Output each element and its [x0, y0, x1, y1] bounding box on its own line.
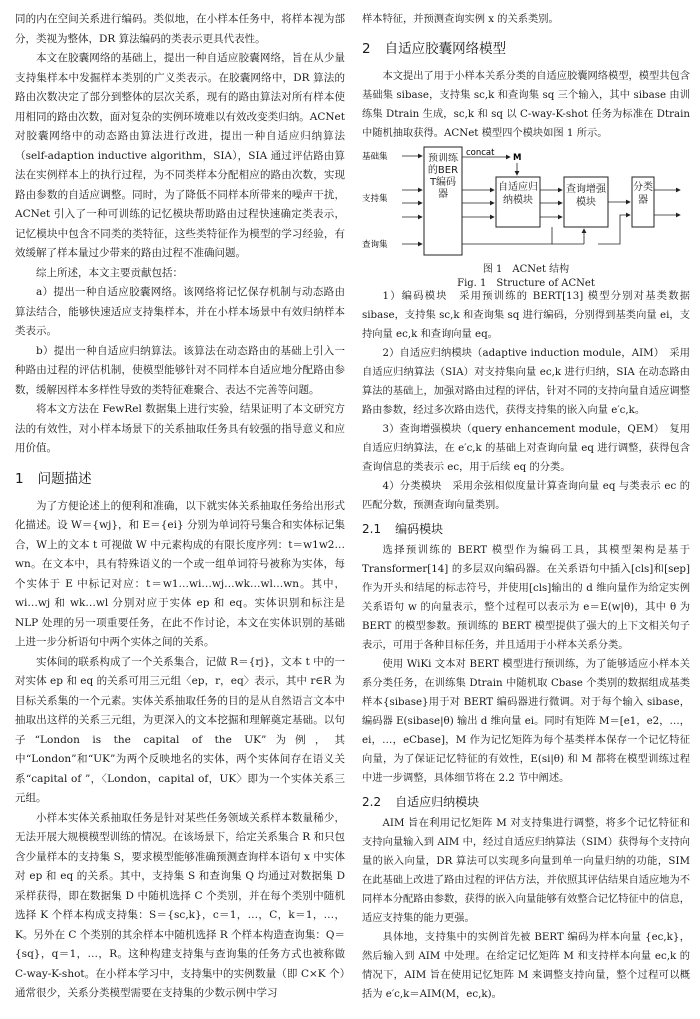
section-2-1-number: 2.1 [362, 522, 382, 536]
section-2-2-number: 2.2 [362, 795, 382, 809]
classifier-box-label: 分类器 [633, 182, 653, 206]
section-2-2-heading [362, 792, 690, 812]
contribution-b-paragraph: b）提出一种自适应归纳算法。该算法在动态路由的基础上引入一种路由过程的评估机制，使模型能够针对不同样本自适应地分配路由参数，缓解因样本多样性导致的类特征难聚合、表达不完善等问题。 [15, 344, 345, 396]
section-2-heading [362, 39, 690, 59]
figure-caption-cn: 图 1 ACNet 结构 [482, 264, 570, 275]
fewrel-paragraph: 将本文方法在 FewRel 数据集上进行实验，结果证明了本文研究方法的有效性，对小样本场景下的关系抽取任务具有较强的指导意义和应用价值。 [15, 403, 345, 454]
encoding-paragraph-1: 选择预训练的 BERT 模型作为编码工具，其模型架构是基于 Transformer[14] 的多层双向编码器。在关系语句中插入[cls]和[sep]作为开头和结尾的标志符号，并使用[cls]输出的 d 维向量作为给定实例关系语句 w 的向量表示，整个过程可以表示为 e＝E(w|θ)，其中 θ 为 BERT 的模型参数。预训练的 BERT 模型提供了强大的上下文相关句子表示，可用于各种目标任务，并且适用于小样本关系分类。 [362, 544, 690, 651]
intro-continuation-paragraph: 同的内在空间关系进行编码。类似地，在小样本任务中，将样本视为部分，类视为整体，DR 算法编码的类表示更具代表性。 [15, 13, 345, 45]
aim-output-arrows [540, 190, 562, 217]
acnet-figure [362, 145, 690, 287]
aim-paragraph-2: 具体地，支持集中的实例首先被 BERT 编码为样本向量 {ec,k}，然后输入到 AIM 中处理。在给定记忆矩阵 M 和支持样本向量 ec,k 的情况下，AIM 旨在使用记忆矩阵 M 来调整支持向量，整个过程可以概括为 e′c,k＝AIM(M，ec,k)。 [362, 931, 690, 1000]
fewshot-paragraph: 小样本实体关系抽取任务是针对某些任务领域关系样本数量稀少，无法开展大规模模型训练的情况。在该场景下，给定关系集合 R 和只包含少量样本的支持集 S，要求模型能够准确预测查询样本语句 x 中实体对 ep 和 eq 的关系。其中，支持集 S 和查询集 Q 均通过对数据集 D 采样获得，即在数据集 D 中随机选择 C 个类别，并在每个类别中随机选择 K 个样本构成支持集：S＝{sc,k}，c＝1，…，C，k＝1，…，K。另外在 C 个类别的其余样本中随机选择 R 个样本构造查询集：Q＝{sq}，q＝1，…，R。这种构建支持集与查询集的任务方式也被称做 C-way-K-shot。在小样本学习中，支持集中的实例数量（即 C×K 个）通常很少，关系分类模型需要在支持集的少数示例中学习 [15, 811, 345, 999]
base-set-label: 基础集 [362, 152, 388, 162]
figure-caption-en: Fig. 1 Structure of ACNet [457, 278, 595, 289]
problem-paragraph: 为了方便论述上的便利和准确，以下就实体关系抽取任务给出形式化描述。设 W＝{wj}，和 E＝{ei} 分别为单词符号集合和实体标记集合，W上的文本 t 可视做 W 中元素构成的有限长度序列：t＝w1w2…wn。在文本中，具有特殊语义的一个或一组单词符号被称为实体，每个实体于 E 中标记对应：t＝w1…wi…wj…wk…wl…wn。其中，wi…wj 和 wk…wl 分别对应于实体 ep 和 eq。实体识别和标注是 NLP 处理的另一项重要任务，在此不作讨论，本文在实体识别的基础上进一步分析语句中两个实体之间的关系。 [15, 499, 345, 648]
memory-matrix-label: M [513, 153, 522, 163]
encoder-arrows [462, 190, 494, 217]
section-2-1-title: 编码模块 [395, 522, 444, 536]
relations-paragraph: 实体间的联系构成了一个关系集合，记做 R＝{rj}，文本 t 中的一对实体 ep 和 eq 的关系可用三元组〈ep，r，eq〉表示，其中 r∈R 为目标关系集的一个元素。实体关系抽取任务的目的是从自然语言文本中抽取出这样的关系三元组，为更深入的文本挖掘和理解奠定基础。以句子“London is the capital of the UK”为例，其中“London”和“UK”为两个反映地名的实体，两个实体间存在语义关系“capital of ”，〈London，capital of，UK〉即为一个实体关系三元组。 [15, 655, 345, 804]
figure-caption [362, 263, 690, 291]
contribution-a-paragraph: a）提出一种自适应胶囊网络。该网络将记忆保存机制与动态路由算法结合，能够快速适应支持集样本，并在小样本场景中有效归纳样本类表示。 [15, 286, 345, 337]
classifier-output-arrows [654, 190, 680, 215]
section-1-heading [15, 469, 345, 489]
model-paragraph: 本文提出了用于小样本关系分类的自适应胶囊网络模型，模型共包含基础集 sibase，支持集 sc,k 和查询集 sq 三个输入，其中 sibase 由训练集 Dtrain 生成，sc,k 和 sq 以 C-way-K-shot 任务为标准在 Dtrain 中随机抽取获得。ACNet 模型四个模块如图 1 所示。 [362, 70, 691, 139]
bert-encoder-label: 预训练的BERT编码器 [427, 153, 459, 200]
acnet-diagram [362, 145, 690, 263]
module-4-paragraph: 4）分类模块 采用余弦相似度量计算查询向量 eq 与类表示 ec 的匹配分数，预测查询向量类别。 [362, 480, 690, 511]
section-1-number: 1 [15, 470, 24, 487]
qem-box-label: 查询增强模块 [566, 184, 606, 208]
section-2-number: 2 [362, 41, 371, 57]
concat-label: concat [466, 148, 495, 158]
left-column [15, 10, 345, 1004]
module-2-paragraph: 2）自适应归纳模块（adaptive induction module，AIM） 采用自适应归纳算法（SIA）对支持集向量 ec,k 进行归纳，SIA 在动态路由算法的基础上，加强对路由过程的评估，针对不同的支持向量自适应调整路由参数，经过多次路由迭代，获得支持集的嵌入向量 e′c,k。 [362, 347, 691, 416]
section-2-2-title: 自适应归纳模块 [395, 795, 480, 809]
support-set-label: 支持集 [362, 194, 388, 204]
aim-paragraph-1: AIM 旨在利用记忆矩阵 M 对支持集进行调整，将多个记忆特征和支持向量输入到 AIM 中，经过自适应归纳算法（SIM）获得每个支持向量的嵌入向量，DR 算法可以实现多向量到单一向量归纳的功能，SIM 在此基础上改进了路由过程的评估方法，并依照其评估结果自适应地为不同样本分配路由参数，获得的嵌入向量能够有效整合记忆特征中的信息，适应支持集的能力更强。 [362, 817, 691, 924]
summary-paragraph: 综上所述，本文主要贡献包括： [36, 266, 183, 279]
encoding-paragraph-2: 使用 WiKi 文本对 BERT 模型进行预训练，为了能够适应小样本关系分类任务，在训练集 Dtrain 中随机取 Cbase 个类别的数据组成基类样本{sibase}用于对 BERT 编码器进行微调。对于每个输入 sibase，编码器 E(sibase|θ) 输出 d 维向量 ei。同时有矩阵 M＝[e1，e2，…，ei，…，eCbase]，M 作为记忆矩阵为每个基类样本保存一个记忆特征向量，为了保证记忆特征的有效性，E(si|θ) 和 M 都将在模型训练过程中进一步调整，具体细节将在 2.2 节中阐述。 [362, 658, 690, 784]
left-continuation-paragraph: 样本特征，并预测查询实例 x 的关系类别。 [362, 13, 559, 25]
input-arrows [402, 156, 422, 244]
aim-box-label: 自适应归纳模块 [498, 182, 538, 206]
section-2-title: 自适应胶囊网络模型 [384, 41, 507, 57]
module-3-paragraph: 3）查询增强模块（query enhancement module，QEM） 复用自适应归纳算法，在 e′c,k 的基础上对查询向量 eq 进行调整，获得包含查询信息的类表示 ec，用于后续 eq 的分类。 [362, 423, 690, 473]
query-set-label: 查询集 [362, 240, 388, 250]
section-2-1-heading [362, 519, 690, 539]
acnet-paragraph: 本文在胶囊网络的基础上，提出一种自适应胶囊网络，旨在从少量支持集样本中发掘样本类别的广义类表示。在胶囊网络中，DR 算法的路由次数决定了部分到整体的层次关系，现有的路由算法对所有样本使用相同的路由次数，面对复杂的实例环境难以有效改变类归纳。ACNet 对胶囊网络中的动态路由算法进行改进，提出一种自适应归纳算法（self-adaption inductive algorithm，SIA），SIA 通过评估路由算法在实例样本上的执行过程，为不同类样本分配相应的路由次数，实现路由参数的自适应调整。同时，为了降低不同样本所带来的噪声干扰，ACNet 引入了一种可训练的记忆模块帮助路由过程快速确定类表示，记忆模块中包含不同类的类特征，这些类特征作为模型的学习经验，有效缓解了样本量过少带来的路由过程不准确问题。 [15, 52, 345, 259]
query-path-line [462, 227, 552, 244]
section-1-title: 问题描述 [37, 470, 92, 487]
right-column [362, 10, 690, 1004]
module-1-paragraph: 1）编码模块 采用预训练的 BERT[13] 模型分别对基类数据 sibase，支持集 sc,k 和查询集 sq 进行编码，分别得到基类向量 ei，支持向量 ec,k 和查询向量 eq。 [362, 290, 690, 340]
